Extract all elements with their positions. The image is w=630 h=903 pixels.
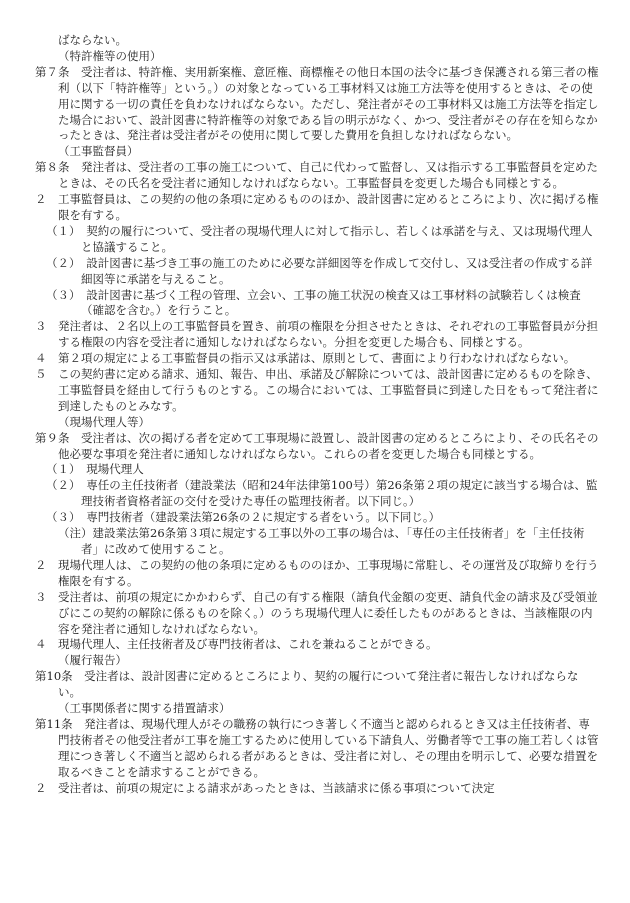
- article-9-paragraph-4: ４ 現場代理人、主任技術者及び専門技術者は、これを兼ねることができる。: [35, 637, 438, 652]
- section-heading: （工事関係者に関する措置請求）: [58, 701, 231, 716]
- article-8-item-2: （２） 設計図書に基づき工事の施工のために必要な詳細図等を作成して交付し、又は受注者の作成する詳細図等に承諾を与えること。: [46, 255, 593, 286]
- article-9-note: （注）建設業法第26条第３項に規定する工事以外の工事の場合は、「専任の主任技術者」を「主任技術者」に改めて使用すること。: [58, 526, 585, 556]
- article-8-paragraph-2: ２ 工事監督員は、この契約の他の条項に定めるもののほか、設計図書に定めるところにより、次に掲げる権限を有する。: [35, 192, 599, 222]
- article-10: 第10条 受注者は、設計図書に定めるところにより、契約の履行について発注者に報告しなければならない。: [35, 669, 579, 700]
- article-11: 第11条 発注者は、現場代理人がその職務の執行につき著しく不適当と認められるとき又は主任技術者、専門技術者その他受注者が工事を施工するために使用している下請負人、労働者等で工事の施工若しくは管理につき著しく不適当と認められる者があるときは、受注者に対し、その理由を明示して、必要な措置を取るべきことを請求することができる。: [35, 716, 599, 779]
- article-8-paragraph-4: ４ 第２項の規定による工事監督員の指示又は承諾は、原則として、書面により行わなければならない。: [35, 351, 576, 366]
- text-line: ばならない。: [58, 33, 127, 47]
- article-11-paragraph-2: ２ 受注者は、前項の規定による請求があったときは、当該請求に係る事項について決定: [35, 780, 495, 795]
- article-8: 第８条 発注者は、受注者の工事の施工について、自己に代わって監督し、又は指示する工事監督員を定めたときは、その氏名を受注者に通知しなければならない。工事監督員を変更した場合も同様とする。: [35, 160, 598, 191]
- article-9-item-3: （３） 専門技術者（建設業法第26条の２に規定する者をいう。以下同じ。）: [46, 510, 441, 525]
- section-heading: （履行報告）: [58, 653, 127, 668]
- article-9-paragraph-3: ３ 受注者は、前項の規定にかかわらず、自己の有する権限（請負代金額の変更、請負代金の請求及び受領並びにこの契約の解除に係るものを除く。）のうち現場代理人に委任したものがあるときは、当該権限の内容を発注者に通知しなければならない。: [35, 589, 598, 636]
- article-9-item-2: （２） 専任の主任技術者（建設業法（昭和24年法律第100号）第26条第２項の規定に該当する場合は、監理技術者資格者証の交付を受けた専任の監理技術者。以下同じ。）: [46, 478, 598, 509]
- article-9-item-1: （１） 現場代理人: [46, 462, 144, 477]
- section-heading: （工事監督員）: [58, 144, 139, 159]
- document-page: [35, 33, 600, 797]
- article-9: 第９条 受注者は、次の掲げる者を定めて工事現場に設置し、設計図書の定めるところにより、その氏名その他必要な事項を発注者に通知しなければならない。これらの者を変更した場合も同様とする。: [35, 430, 599, 461]
- article-8-paragraph-3: ３ 発注者は、２名以上の工事監督員を置き、前項の権限を分担させたときは、それぞれの工事監督員が分担する権限の内容を受注者に通知しなければならない。分担を変更した場合も、同様とする。: [35, 319, 599, 350]
- section-heading: （特許権等の使用）: [58, 48, 162, 63]
- article-8-item-3: （３） 設計図書に基づく工程の管理、立会い、工事の施工状況の検査又は工事材料の試験若しくは検査（確認を含む。）を行うこと。: [46, 287, 581, 318]
- section-heading: （現場代理人等）: [58, 414, 150, 429]
- article-9-paragraph-2: ２ 現場代理人は、この契約の他の条項に定めるもののほか、工事現場に常駐し、その運営及び取締りを行う権限を有する。: [35, 557, 599, 588]
- article-8-item-1: （１） 契約の履行について、受注者の現場代理人に対して指示し、若しくは承諾を与え、又は現場代理人と協議すること。: [46, 223, 593, 254]
- article-7: 第７条 受注者は、特許権、実用新案権、意匠権、商標権その他日本国の法令に基づき保護される第三者の権利（以下「特許権等」という。）の対象となっている工事材料又は施工方法等を使用するときは、その使用に関する一切の責任を負わなければならない。ただし、発注者がその工事材料又は施工方法等を指定した場合において、設計図書に特許権等の対象である旨の明示がなく、かつ、受注者がその存在を知らなかったときは、発注者は受注者がその使用に関して要した費用を負担しなければならない。: [35, 64, 599, 143]
- article-8-paragraph-5: ５ この契約書に定める請求、通知、報告、申出、承諾及び解除については、設計図書に定めるものを除き、工事監督員を経由して行うものとする。この場合においては、工事監督員に到達した日をもって発注者に到達したものとみなす。: [35, 367, 599, 413]
